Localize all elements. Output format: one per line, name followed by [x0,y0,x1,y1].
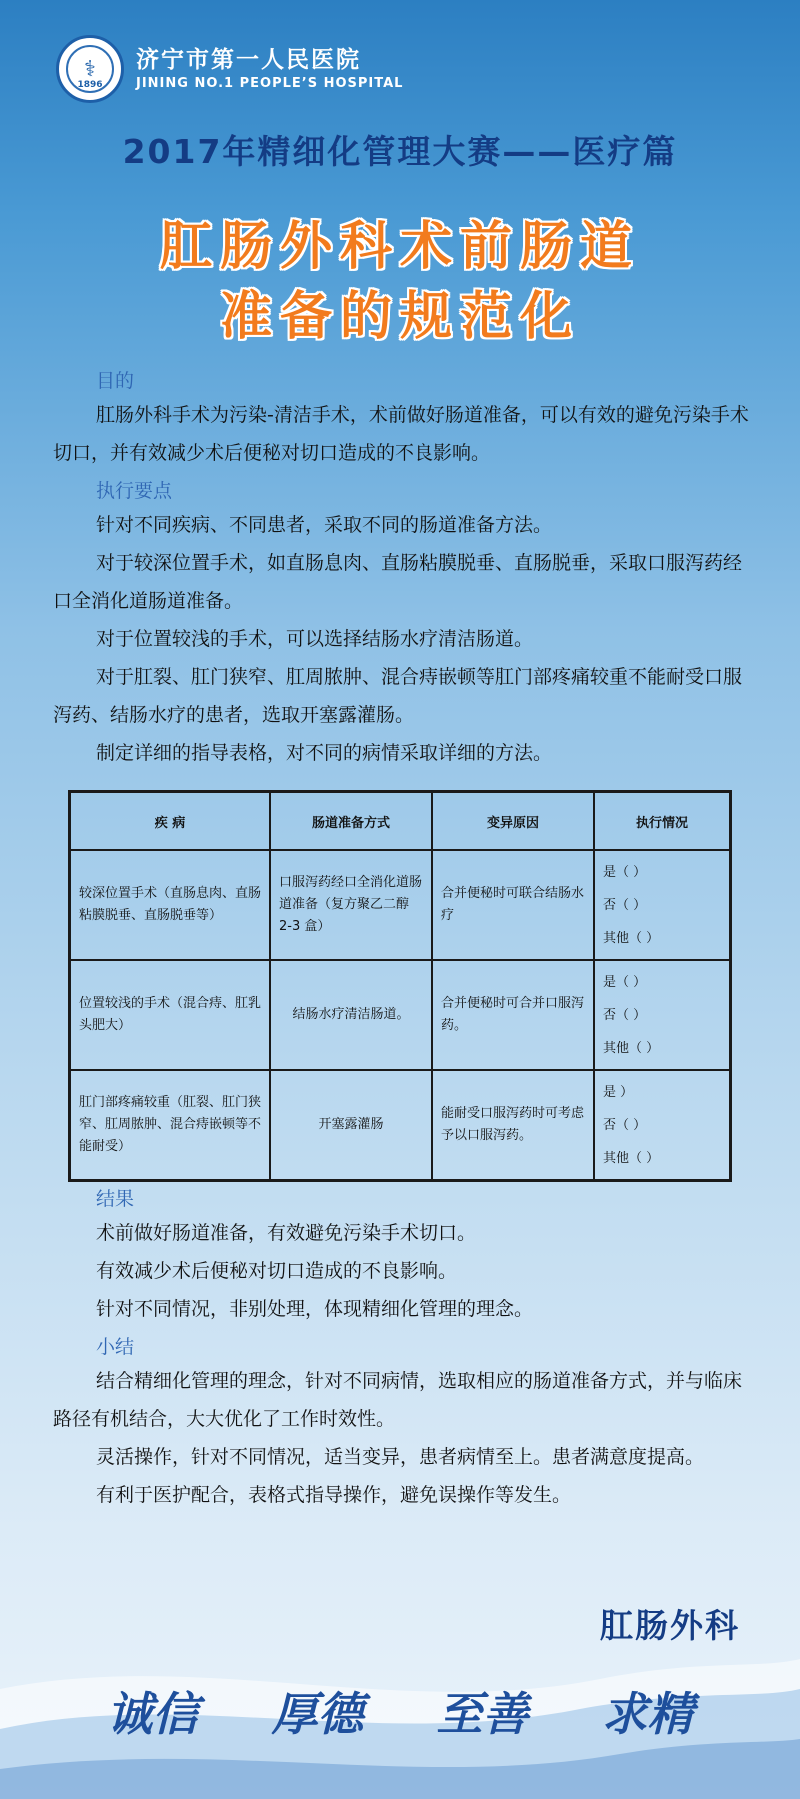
status-option-yes: 是（ ） [603,864,647,880]
title-line-2: 准备的规范化 [219,287,580,347]
table-header-row [70,792,731,851]
status-option-no: 否（ ） [603,897,647,913]
cell-disease: 肛门部疼痛较重（肛裂、肛门狭窄、肛周脓肿、混合痔嵌顿等不能耐受） [70,1070,271,1181]
result-paragraph: 有效减少术后便秘对切口造成的不良影响。 [96,1260,458,1282]
table-row [70,1070,731,1181]
slogan [0,1678,800,1744]
cell-method: 开塞露灌肠 [270,1070,432,1181]
status-option-yes: 是 ） [603,1084,634,1100]
cell-disease: 位置较浅的手术（混合痔、肛乳头肥大） [70,960,271,1070]
status-option-no: 否（ ） [603,1117,647,1133]
section-heading-purpose: 目的 [96,370,135,392]
summary-paragraph: 结合精细化管理的理念，针对不同病情，选取相应的肠道准备方式，并与临床路径有机结合，大大优化了工作时效性。 [53,1370,743,1430]
table-row [70,960,731,1070]
status-option-other: 其他（ ） [603,1150,660,1166]
table-row [70,850,731,960]
key-point-paragraph: 对于位置较浅的手术，可以选择结肠水疗清洁肠道。 [96,628,534,650]
column-header-status: 执行情况 [594,792,731,851]
cell-variation: 合并便秘时可联合结肠水疗 [432,850,594,960]
poster-title [0,212,800,352]
content-top [53,362,753,772]
hospital-name-cn: 济宁市第一人民医院 [136,47,361,73]
result-paragraph: 术前做好肠道准备，有效避免污染手术切口。 [96,1222,477,1244]
department-name: 肛肠外科 [600,1606,740,1645]
cell-method: 结肠水疗清洁肠道。 [270,960,432,1070]
status-option-yes: 是（ ） [603,974,647,990]
status-option-other: 其他（ ） [603,930,660,946]
status-option-no: 否（ ） [603,1007,647,1023]
cell-status [594,960,731,1070]
column-header-method: 肠道准备方式 [270,792,432,851]
summary-paragraph: 有利于医护配合，表格式指导操作，避免误操作等发生。 [96,1484,572,1506]
section-heading-results: 结果 [96,1188,135,1210]
summary-paragraph: 灵活操作，针对不同情况，适当变异，患者病情至上。患者满意度提高。 [96,1446,705,1468]
event-subtitle: 2017年精细化管理大赛——医疗篇 [122,132,678,171]
logo-year: 1896 [77,80,103,90]
slogan-word: 厚德 [271,1687,364,1741]
section-heading-key-points: 执行要点 [96,480,173,502]
caduceus-icon: ⚕ [66,45,114,93]
hospital-header [56,34,403,104]
result-paragraph: 针对不同情况，非别处理，体现精细化管理的理念。 [96,1298,534,1320]
hospital-name-en: JINING NO.1 PEOPLE’S HOSPITAL [136,76,404,91]
key-point-paragraph: 制定详细的指导表格，对不同的病情采取详细的方法。 [96,742,553,764]
slogan-word: 求精 [601,1687,694,1741]
purpose-paragraph: 肛肠外科手术为污染-清洁手术，术前做好肠道准备，可以有效的避免污染手术切口，并有效减少术后便秘对切口造成的不良影响。 [53,404,749,464]
slogan-word: 至善 [436,1687,529,1741]
content-bottom [53,1180,753,1514]
key-point-paragraph: 对于较深位置手术，如直肠息肉、直肠粘膜脱垂、直肠脱垂，采取口服泻药经口全消化道肠道准备。 [53,552,743,612]
column-header-disease: 疾 病 [70,792,271,851]
cell-disease: 较深位置手术（直肠息肉、直肠粘膜脱垂、直肠脱垂等） [70,850,271,960]
column-header-variation: 变异原因 [432,792,594,851]
title-line-1: 肛肠外科术前肠道 [159,217,640,277]
cell-status [594,1070,731,1181]
slogan-word: 诚信 [106,1687,199,1741]
guidance-table [68,790,732,1182]
status-option-other: 其他（ ） [603,1040,660,1056]
cell-status [594,850,731,960]
cell-method: 口服泻药经口全消化道肠道准备（复方聚乙二醇 2-3 盒） [270,850,432,960]
section-heading-summary: 小结 [96,1336,135,1358]
key-point-paragraph: 针对不同疾病、不同患者，采取不同的肠道准备方法。 [96,514,553,536]
hospital-logo [56,35,124,103]
key-point-paragraph: 对于肛裂、肛门狭窄、肛周脓肿、混合痔嵌顿等肛门部疼痛较重不能耐受口服泻药、结肠水疗的患者，选取开塞露灌肠。 [53,666,743,726]
cell-variation: 合并便秘时可合并口服泻药。 [432,960,594,1070]
cell-variation: 能耐受口服泻药时可考虑予以口服泻药。 [432,1070,594,1181]
